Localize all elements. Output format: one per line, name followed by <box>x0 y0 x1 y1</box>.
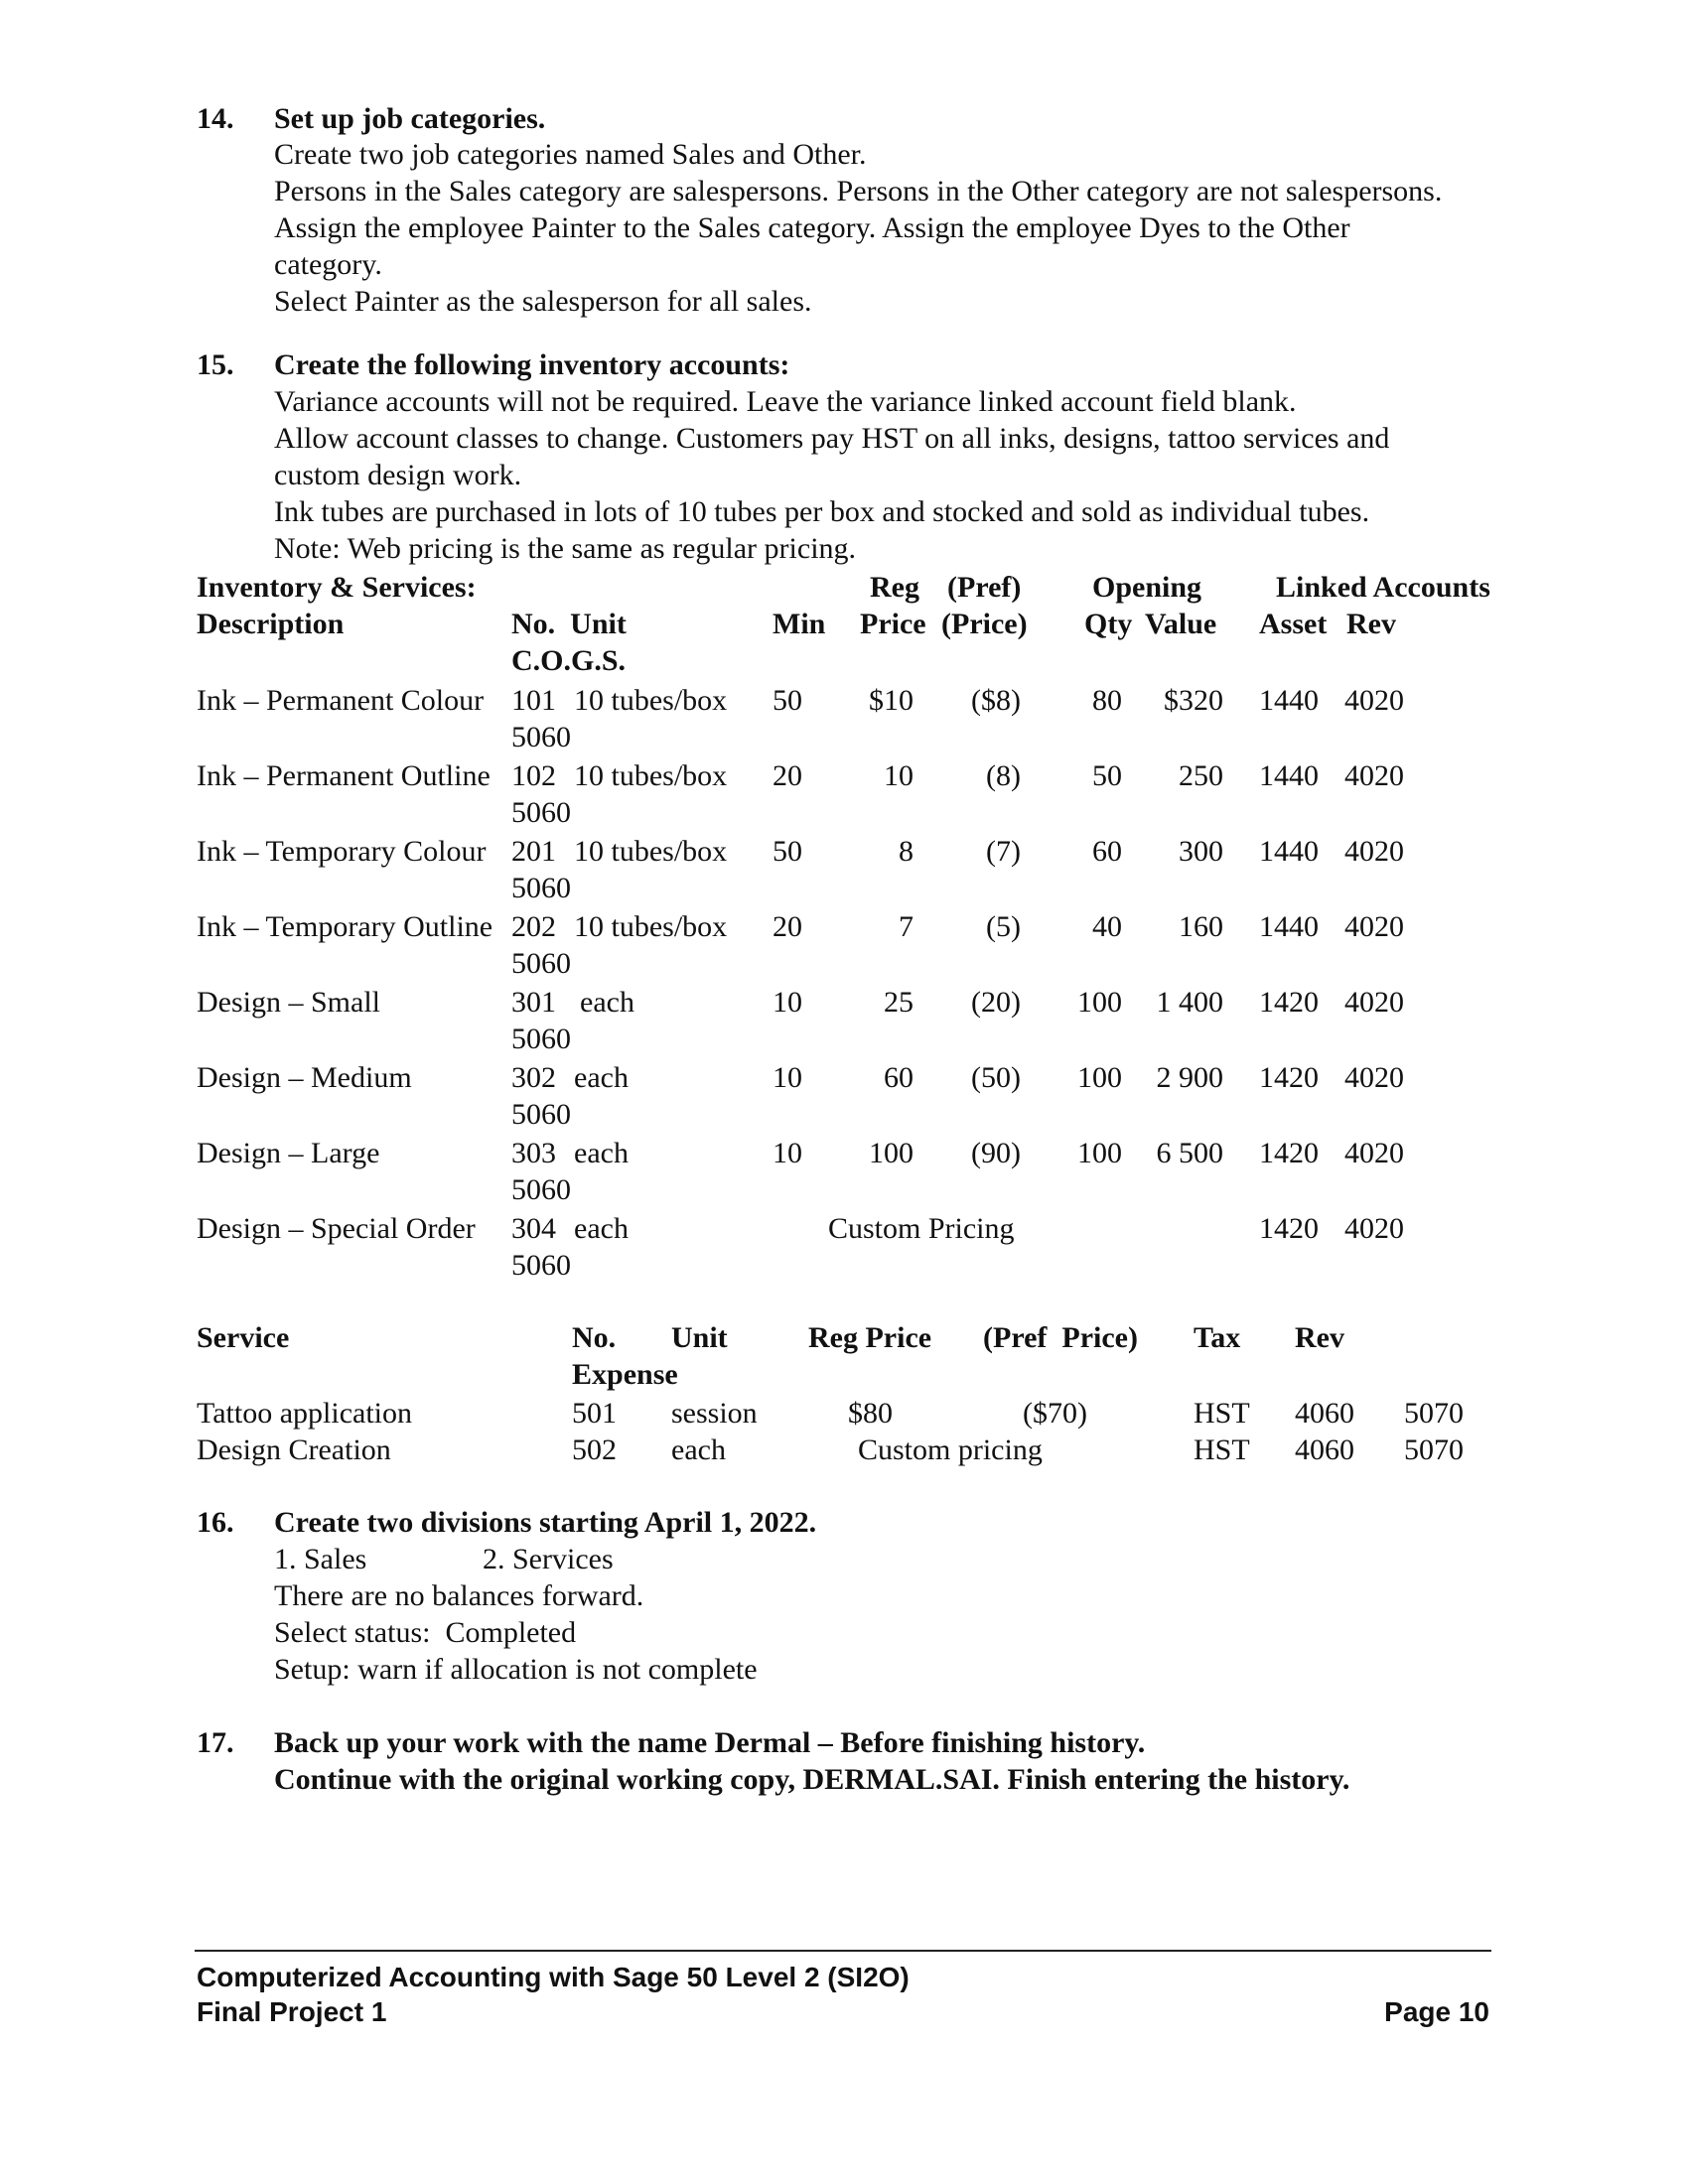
inv-asset: 1440 <box>1259 684 1319 717</box>
section-14-line: Create two job categories named Sales and Other. <box>274 138 867 171</box>
inv-asset: 1420 <box>1259 986 1319 1019</box>
footer-page: Page 10 <box>1384 1996 1489 2027</box>
section-16-line: Select status: Completed <box>274 1616 577 1649</box>
inv-value: 300 <box>1179 835 1223 868</box>
inv-description: Design – Medium <box>197 1061 412 1094</box>
inv-cogs: 5060 <box>511 1098 571 1131</box>
inv-description: Ink – Temporary Colour <box>197 835 487 868</box>
section-14-line: Assign the employee Painter to the Sales category. Assign the employee Dyes to the Other <box>274 211 1350 244</box>
svc-service: Design Creation <box>197 1433 391 1466</box>
inv-value: 160 <box>1179 910 1223 943</box>
inv-no: 101 <box>511 684 556 717</box>
section-17-number: 17. <box>197 1726 234 1759</box>
section-15-line: Variance accounts will not be required. Leave the variance linked account field blank. <box>274 385 1297 418</box>
section-16-line: There are no balances forward. <box>274 1579 644 1612</box>
inv-cogs: 5060 <box>511 1173 571 1206</box>
inv-asset: 1440 <box>1259 759 1319 792</box>
section-15-heading: Create the following inventory accounts: <box>274 348 790 381</box>
header-no-unit: No. Unit <box>511 608 627 640</box>
inv-cogs: 5060 <box>511 1249 571 1282</box>
header-description: Description <box>197 608 345 640</box>
inv-unit: 10 tubes/box <box>574 835 728 868</box>
section-14-line: Select Painter as the salesperson for all sales. <box>274 285 812 318</box>
inv-qty: 80 <box>1092 684 1122 717</box>
inv-unit: each <box>574 1137 629 1169</box>
inv-pref-price: (5) <box>986 910 1021 943</box>
inv-pref-price: (20) <box>971 986 1021 1019</box>
inv-no: 303 <box>511 1137 556 1169</box>
inv-description: Ink – Permanent Outline <box>197 759 491 792</box>
section-15-line: Note: Web pricing is the same as regular pricing. <box>274 532 857 565</box>
inv-pref-price: (8) <box>986 759 1021 792</box>
section-15-line: Ink tubes are purchased in lots of 10 tubes per box and stocked and sold as individual tubes. <box>274 495 1370 528</box>
inv-cogs: 5060 <box>511 721 571 753</box>
header-value: Value <box>1145 608 1217 640</box>
inventory-title: Inventory & Services: <box>197 571 477 604</box>
inv-unit: 10 tubes/box <box>574 684 728 717</box>
svc-header-service: Service <box>197 1321 290 1354</box>
svc-header-expense: Expense <box>572 1358 678 1391</box>
svc-tax: HST <box>1194 1397 1250 1430</box>
section-15-line: custom design work. <box>274 459 522 491</box>
section-17-line: Back up your work with the name Dermal – Before finishing history. <box>274 1726 1146 1759</box>
inv-value: 250 <box>1179 759 1223 792</box>
header-reg: Reg <box>870 571 919 604</box>
header-pref-price: (Price) <box>941 608 1028 640</box>
section-16-heading: Create two divisions starting April 1, 2022. <box>274 1506 817 1539</box>
inv-value: 2 900 <box>1156 1061 1223 1094</box>
header-min: Min <box>773 608 826 640</box>
section-14-line: category. <box>274 248 382 281</box>
header-rev: Rev <box>1346 608 1396 640</box>
inv-rev: 4020 <box>1344 684 1404 717</box>
footer-project: Final Project 1 <box>197 1996 387 2027</box>
header-asset: Asset <box>1259 608 1328 640</box>
svc-rev: 4060 <box>1295 1433 1354 1466</box>
inv-value: $320 <box>1164 684 1223 717</box>
inv-pref-price: (7) <box>986 835 1021 868</box>
section-17-line: Continue with the original working copy, DERMAL.SAI. Finish entering the history. <box>274 1763 1350 1796</box>
inv-rev: 4020 <box>1344 1061 1404 1094</box>
inv-no: 301 <box>511 986 556 1019</box>
section-14-heading: Set up job categories. <box>274 102 546 135</box>
inv-cogs: 5060 <box>511 1023 571 1055</box>
inv-unit: each <box>574 1061 629 1094</box>
inv-value: 1 400 <box>1156 986 1223 1019</box>
inv-pref-price: (50) <box>971 1061 1021 1094</box>
svc-reg-price: $80 <box>848 1397 893 1430</box>
svc-rev: 4060 <box>1295 1397 1354 1430</box>
inv-qty: 60 <box>1092 835 1122 868</box>
inv-min: 50 <box>773 684 802 717</box>
svc-header-unit: Unit <box>671 1321 728 1354</box>
svc-header-pref-price: (Pref Price) <box>983 1321 1138 1354</box>
inv-asset: 1420 <box>1259 1212 1319 1245</box>
inv-asset: 1420 <box>1259 1137 1319 1169</box>
inv-cogs: 5060 <box>511 947 571 980</box>
svc-no: 501 <box>572 1397 617 1430</box>
inv-custom-pricing: Custom Pricing <box>828 1212 1015 1245</box>
footer-course: Computerized Accounting with Sage 50 Level 2 (SI2O) <box>197 1962 910 1992</box>
header-pref: (Pref) <box>947 571 1022 604</box>
section-14-number: 14. <box>197 102 234 135</box>
svc-tax: HST <box>1194 1433 1250 1466</box>
inv-rev: 4020 <box>1344 759 1404 792</box>
section-16-number: 16. <box>197 1506 234 1539</box>
inv-min: 50 <box>773 835 802 868</box>
inv-qty: 40 <box>1092 910 1122 943</box>
footer-divider <box>195 1950 1491 1952</box>
inv-asset: 1440 <box>1259 835 1319 868</box>
svc-header-reg-price: Reg Price <box>808 1321 932 1354</box>
inv-reg-price: 7 <box>899 910 914 943</box>
inv-rev: 4020 <box>1344 835 1404 868</box>
inv-value: 6 500 <box>1156 1137 1223 1169</box>
division-sales: 1. Sales <box>274 1543 367 1575</box>
inv-rev: 4020 <box>1344 1137 1404 1169</box>
inv-cogs: 5060 <box>511 872 571 904</box>
inv-unit: each <box>580 986 634 1019</box>
header-cogs: C.O.G.S. <box>511 644 627 677</box>
section-15-line: Allow account classes to change. Customers pay HST on all inks, designs, tattoo services and <box>274 422 1390 455</box>
svc-header-no: No. <box>572 1321 617 1354</box>
section-15-number: 15. <box>197 348 234 381</box>
inv-unit: 10 tubes/box <box>574 759 728 792</box>
inv-description: Ink – Temporary Outline <box>197 910 493 943</box>
svc-no: 502 <box>572 1433 617 1466</box>
inv-unit: each <box>574 1212 629 1245</box>
inv-min: 20 <box>773 910 802 943</box>
svc-header-tax: Tax <box>1194 1321 1241 1354</box>
svc-unit: each <box>671 1433 726 1466</box>
inv-qty: 50 <box>1092 759 1122 792</box>
inv-qty: 100 <box>1077 986 1122 1019</box>
inv-qty: 100 <box>1077 1137 1122 1169</box>
section-16-line: Setup: warn if allocation is not complete <box>274 1653 758 1686</box>
svc-pref-price: ($70) <box>1023 1397 1087 1430</box>
inv-reg-price: 8 <box>899 835 914 868</box>
inv-min: 10 <box>773 1061 802 1094</box>
inv-no: 201 <box>511 835 556 868</box>
header-linked-accounts: Linked Accounts <box>1276 571 1490 604</box>
inv-description: Design – Large <box>197 1137 380 1169</box>
inv-rev: 4020 <box>1344 986 1404 1019</box>
svc-unit: session <box>671 1397 758 1430</box>
inv-unit: 10 tubes/box <box>574 910 728 943</box>
inv-reg-price: 60 <box>884 1061 914 1094</box>
inv-min: 20 <box>773 759 802 792</box>
inv-reg-price: 10 <box>884 759 914 792</box>
section-14-line: Persons in the Sales category are salespersons. Persons in the Other category are not salespersons. <box>274 175 1443 207</box>
inv-min: 10 <box>773 986 802 1019</box>
inv-rev: 4020 <box>1344 910 1404 943</box>
svc-expense: 5070 <box>1404 1397 1464 1430</box>
svc-service: Tattoo application <box>197 1397 413 1430</box>
inv-description: Design – Special Order <box>197 1212 476 1245</box>
inv-min: 10 <box>773 1137 802 1169</box>
inv-qty: 100 <box>1077 1061 1122 1094</box>
svc-custom-pricing: Custom pricing <box>858 1433 1043 1466</box>
division-services: 2. Services <box>483 1543 614 1575</box>
inv-cogs: 5060 <box>511 796 571 829</box>
inv-no: 202 <box>511 910 556 943</box>
inv-description: Ink – Permanent Colour <box>197 684 485 717</box>
svc-header-rev: Rev <box>1295 1321 1344 1354</box>
header-price: Price <box>860 608 926 640</box>
inv-pref-price: ($8) <box>971 684 1021 717</box>
inv-rev: 4020 <box>1344 1212 1404 1245</box>
inv-asset: 1420 <box>1259 1061 1319 1094</box>
inv-description: Design – Small <box>197 986 380 1019</box>
inv-asset: 1440 <box>1259 910 1319 943</box>
svc-expense: 5070 <box>1404 1433 1464 1466</box>
inv-reg-price: $10 <box>869 684 914 717</box>
inv-reg-price: 100 <box>869 1137 914 1169</box>
header-qty: Qty <box>1084 608 1133 640</box>
inv-no: 304 <box>511 1212 556 1245</box>
inv-pref-price: (90) <box>971 1137 1021 1169</box>
inv-reg-price: 25 <box>884 986 914 1019</box>
inv-no: 302 <box>511 1061 556 1094</box>
header-opening: Opening <box>1092 571 1202 604</box>
inv-no: 102 <box>511 759 556 792</box>
